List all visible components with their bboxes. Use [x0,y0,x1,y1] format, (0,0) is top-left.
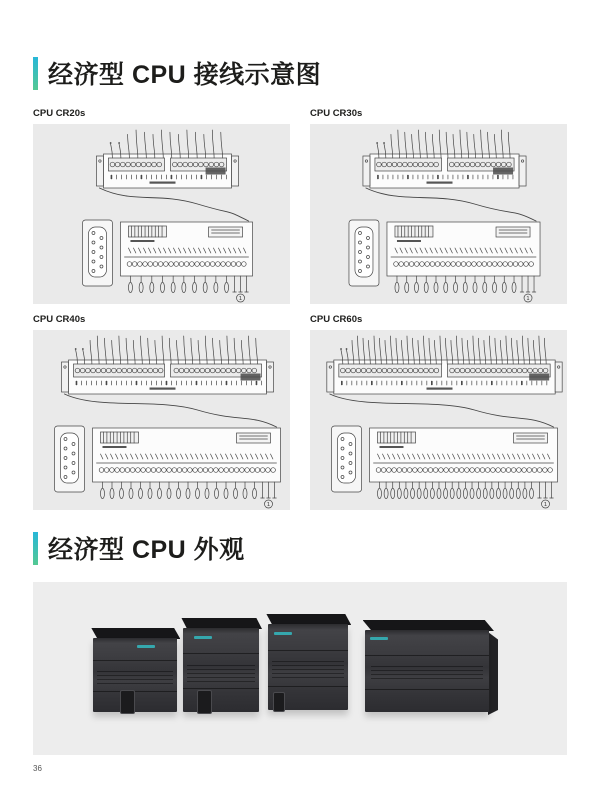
device-front-face [93,638,177,712]
device-side-face [488,632,498,715]
device-seam [93,660,177,661]
svg-text:1: 1 [526,296,530,302]
svg-text:1: 1 [543,502,548,508]
device-front-face [183,628,259,712]
diagram-label-cr40s: CPU CR40s [33,314,86,325]
diagram-label-cr60s: CPU CR60s [310,314,363,325]
diagram-label-cr20s: CPU CR20s [33,108,86,119]
device-seam [268,650,348,651]
device-front-face [365,630,489,712]
device-vents [187,662,255,682]
wiring-section-title: 经济型 CPU 接线示意图 [48,61,322,89]
siemens-logo-mark [137,645,155,648]
wiring-diagram-cr60s [310,330,567,510]
wiring-section-header [33,55,321,91]
section-accent-bar [33,57,38,90]
appearance-section-header [33,530,245,566]
device-connector [273,692,285,712]
plc-device-small [93,638,177,712]
diagram-label-cr30s: CPU CR30s [310,108,363,119]
device-seam [365,689,489,690]
siemens-logo-mark [370,637,388,640]
plc-device-xlarge [365,630,489,712]
device-seam [365,655,489,656]
device-seam [93,691,177,692]
section-accent-bar [33,532,38,565]
device-seam [183,688,259,689]
device-front-face [268,624,348,710]
wiring-diagram-cr30s [310,124,567,304]
siemens-logo-mark [194,636,212,639]
plc-device-medium [183,628,259,712]
svg-text:1: 1 [238,296,243,302]
device-connector [197,690,212,714]
device-seam [268,686,348,687]
device-seam [183,653,259,654]
wiring-diagram-cr20s [33,124,290,304]
plc-device-large [268,624,348,710]
diagram-panel-cr30s [310,124,567,304]
diagram-panel-cr20s [33,124,290,304]
device-connector [120,690,135,714]
svg-text:1: 1 [266,502,271,508]
appearance-section-title: 经济型 CPU 外观 [48,536,245,564]
device-vents [97,668,173,686]
product-photo-panel [33,582,567,755]
wiring-diagram-cr40s [33,330,290,510]
diagram-panel-cr60s [310,330,567,510]
siemens-logo-mark [274,632,292,635]
diagram-panel-cr40s [33,330,290,510]
device-vents [371,663,483,683]
page-number: 36 [33,764,42,773]
device-vents [272,658,344,679]
